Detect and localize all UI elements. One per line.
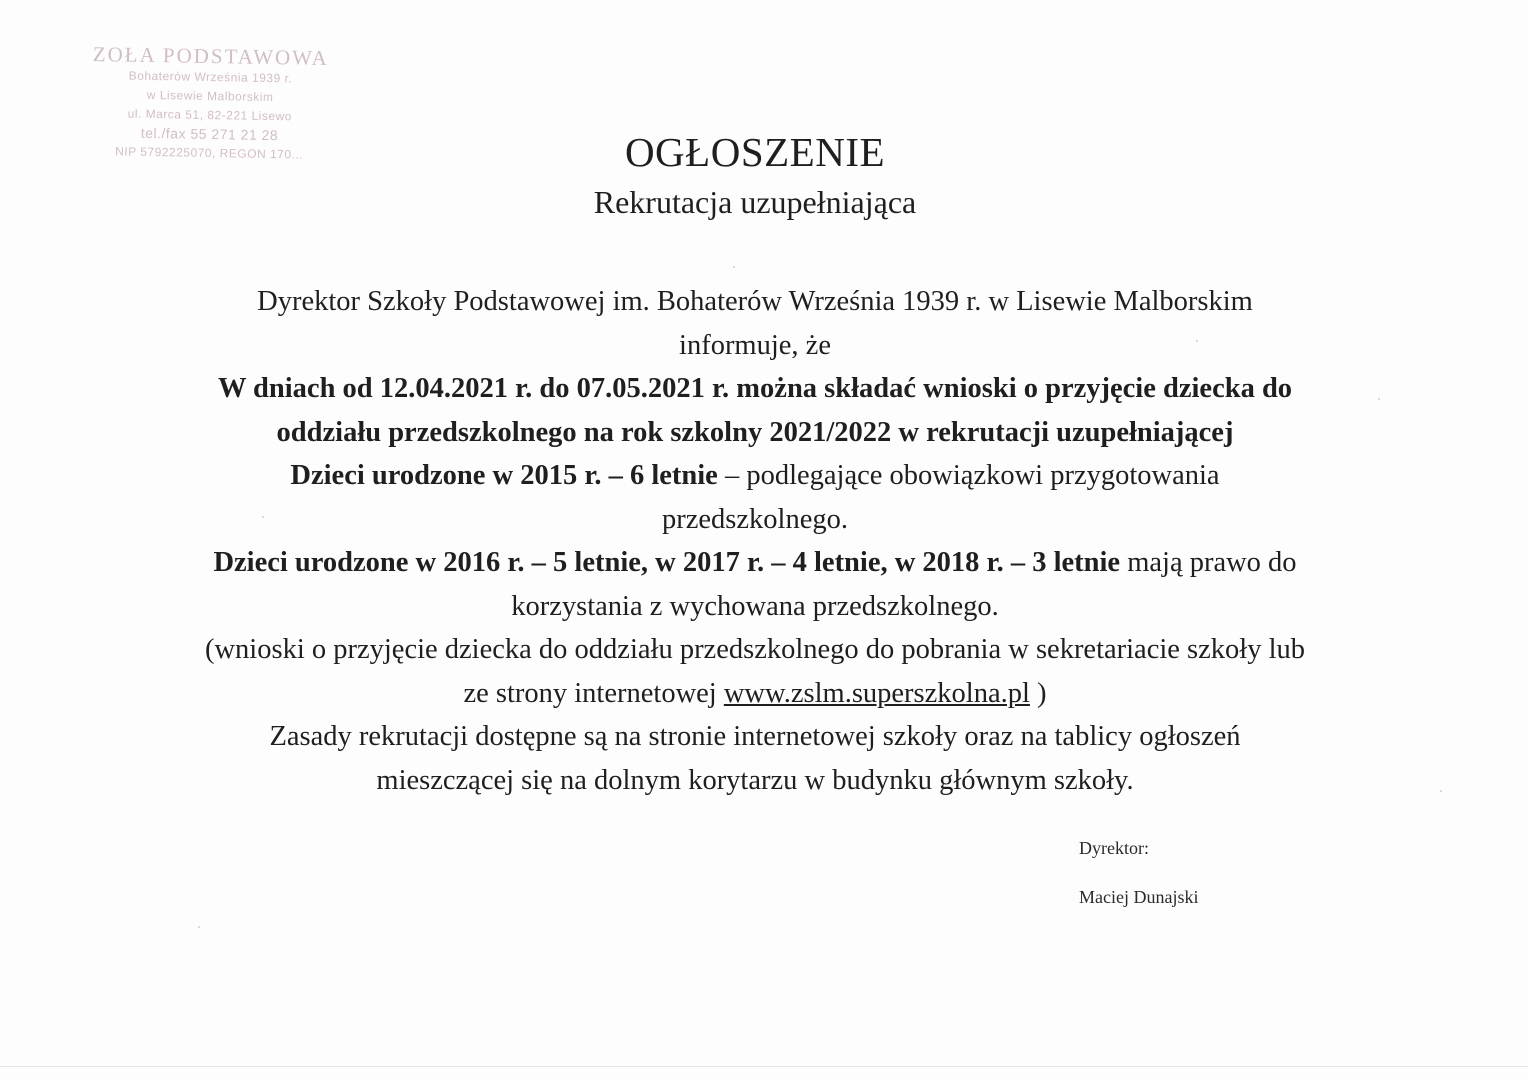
stamp-line: ul. Marca 51, 82-221 Lisewo (127, 106, 293, 124)
scan-speck (1440, 790, 1442, 792)
announcement-body (100, 280, 1410, 802)
intro-line: informuje, że (679, 329, 831, 361)
announcement-title: OGŁOSZENIE (624, 129, 886, 175)
dates-line: W dniach od 12.04.2021 r. do 07.05.2021 r. można składać wnioski o przyjęcie dziecka do (217, 373, 1293, 404)
forms-line2 (100, 672, 1410, 716)
scan-speck (733, 266, 735, 268)
stamp-line: tel./fax 55 271 21 28 (140, 124, 279, 144)
signature-name: Maciej Dunajski (1079, 887, 1199, 907)
rules-line: Zasady rekrutacji dostępne są na stronie internetowej szkoły oraz na tablicy ogłoszeń (269, 721, 1241, 752)
other-ages-rest: mają prawo do (1120, 547, 1297, 578)
other-ages-line (100, 541, 1410, 585)
scan-speck (262, 516, 264, 518)
stamp-line: ZOŁA PODSTAWOWA (92, 41, 330, 71)
forms-prefix: ze strony internetowej (463, 677, 724, 709)
signature-role: Dyrektor: (1079, 838, 1149, 858)
scan-edge-line (0, 1066, 1528, 1067)
dates-line: oddziału przedszkolnego na rok szkolny 2021/2022 w rekrutacji uzupełniającej (276, 416, 1234, 448)
six-year-olds-rest: – podlegające obowiązkowi przygotowania (717, 460, 1220, 491)
forms-suffix: ) (1029, 677, 1047, 709)
announcement-subtitle: Rekrutacja uzupełniająca (593, 184, 917, 220)
rules-line: mieszczącej się na dolnym korytarzu w budynku głównym szkoły. (376, 764, 1134, 796)
scan-speck (1378, 398, 1380, 400)
six-year-olds-line2: przedszkolnego. (662, 503, 848, 535)
six-year-olds-bold: Dzieci urodzone w 2015 r. – 6 letnie (290, 460, 718, 491)
stamp-line: Bohaterów Września 1939 r. (128, 68, 293, 86)
intro-line: Dyrektor Szkoły Podstawowej im. Bohaterów Września 1939 r. w Lisewie Malborskim (257, 286, 1253, 317)
six-year-olds-line (100, 454, 1410, 498)
forms-line: (wnioski o przyjęcie dziecka do oddziału przedszkolnego do pobrania w sekretariacie szkoły lub (204, 634, 1306, 665)
stamp-line: NIP 5792225070, REGON 170... (115, 144, 304, 162)
scan-speck (1196, 340, 1198, 342)
stamp-line: w Lisewie Malborskim (146, 87, 274, 105)
school-website-link[interactable]: www.zslm.superszkolna.pl (723, 677, 1030, 709)
other-ages-line2: korzystania z wychowana przedszkolnego. (511, 590, 999, 622)
other-ages-bold: Dzieci urodzone w 2016 r. – 5 letnie, w 2017 r. – 4 letnie, w 2018 r. – 3 letnie (213, 547, 1121, 578)
scan-speck (198, 926, 200, 928)
